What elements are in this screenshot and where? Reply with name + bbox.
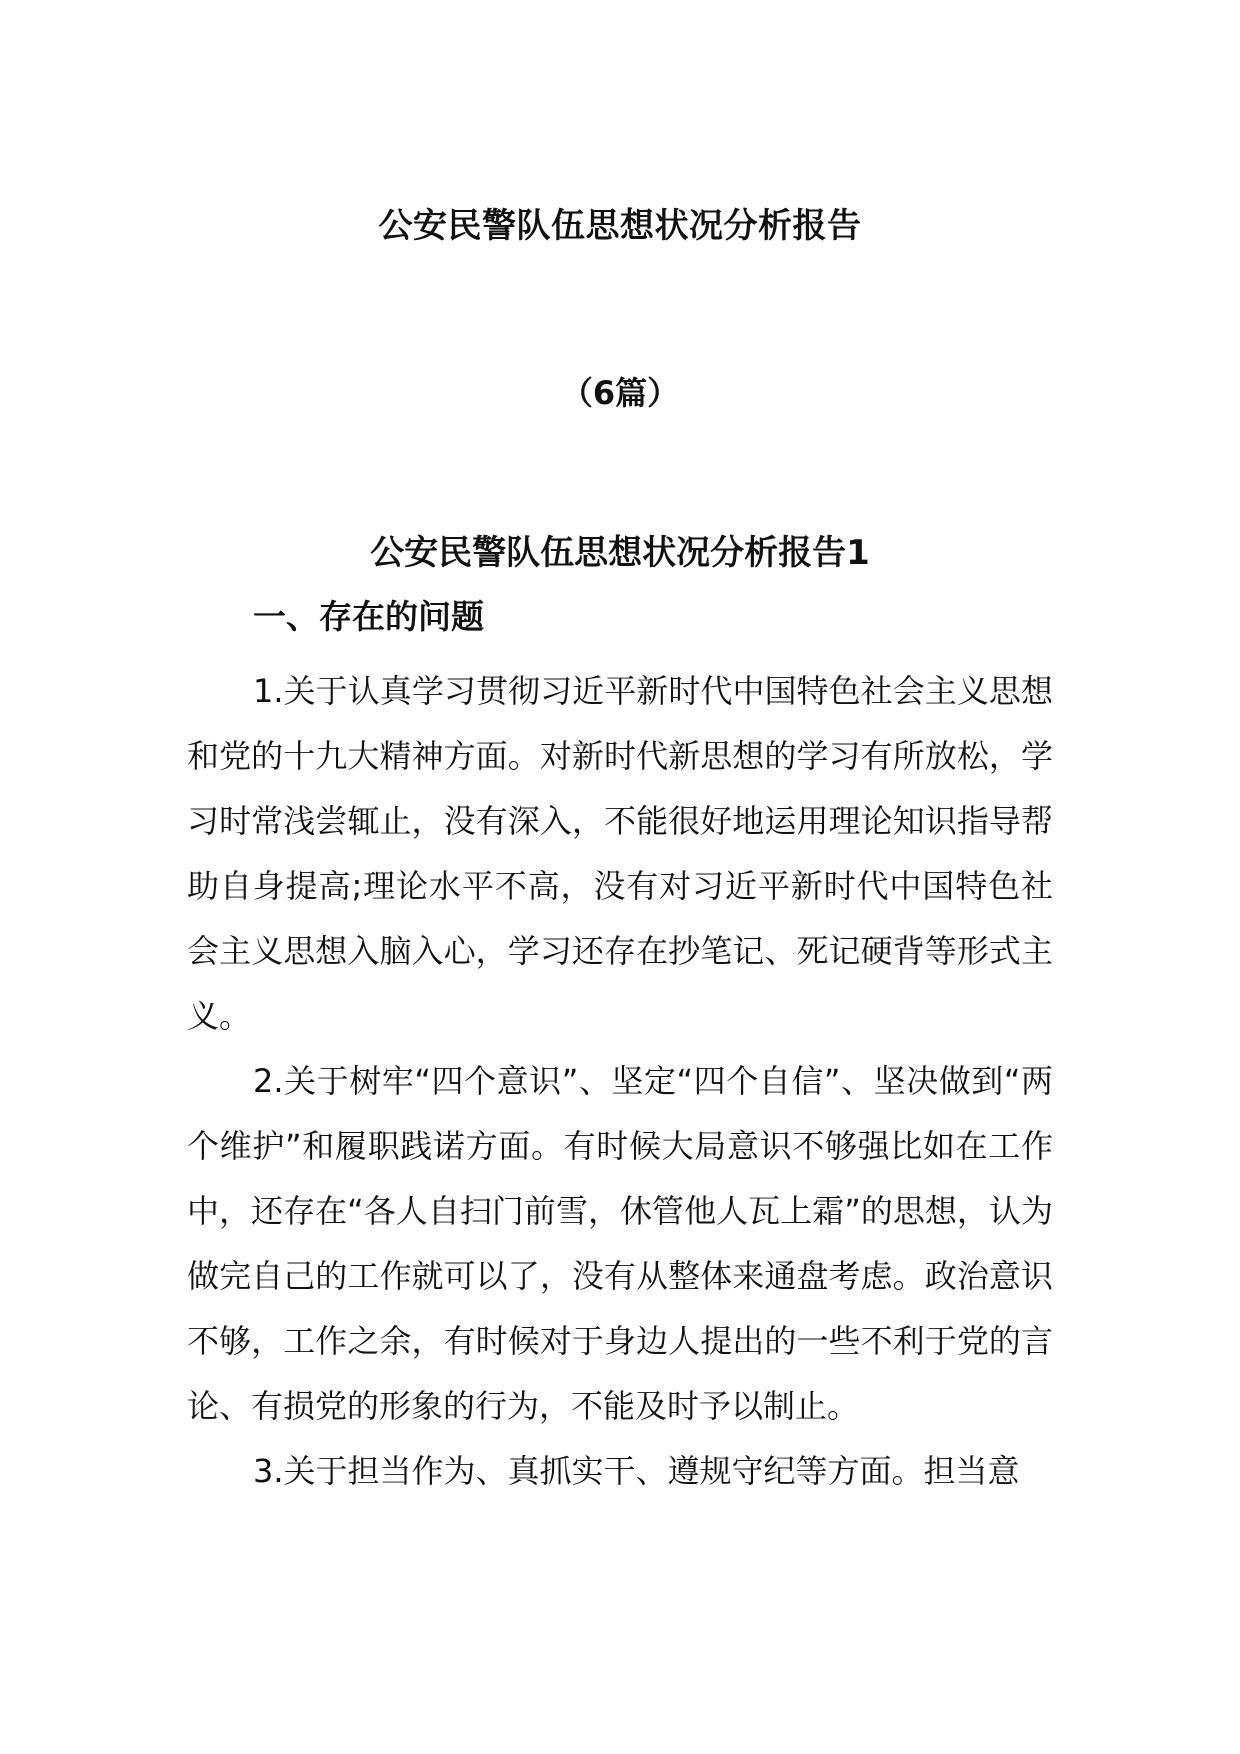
body-text	[187, 659, 1053, 1504]
section-title: 公安民警队伍思想状况分析报告1	[370, 533, 870, 573]
document-title: 公安民警队伍思想状况分析报告	[378, 206, 862, 246]
heading-problems: 一、存在的问题	[253, 597, 484, 636]
paragraph-1: 1.关于认真学习贯彻习近平新时代中国特色社会主义思想和党的十九大精神方面。对新时代新思想的学习有所放松，学习时常浅尝辄止，没有深入，不能很好地运用理论知识指导帮助自身提高;理论水平不高，没有对习近平新时代中国特色社会主义思想入脑入心，学习还存在抄笔记、死记硬背等形式主义。	[187, 672, 1053, 1035]
paragraph-3: 3.关于担当作为、真抓实干、遵规守纪等方面。担当意	[253, 1452, 1020, 1490]
paragraph-2: 2.关于树牢“四个意识”、坚定“四个自信”、坚决做到“两个维护”和履职践诺方面。有时候大局意识不够强比如在工作中，还存在“各人自扫门前雪，休管他人瓦上霜”的思想，认为做完自己的工作就可以了，没有从整体来通盘考虑。政治意识不够，工作之余，有时候对于身边人提出的一些不利于党的言论、有损党的形象的行为，不能及时予以制止。	[187, 1062, 1053, 1425]
document-subtitle: （6篇）	[560, 374, 680, 412]
